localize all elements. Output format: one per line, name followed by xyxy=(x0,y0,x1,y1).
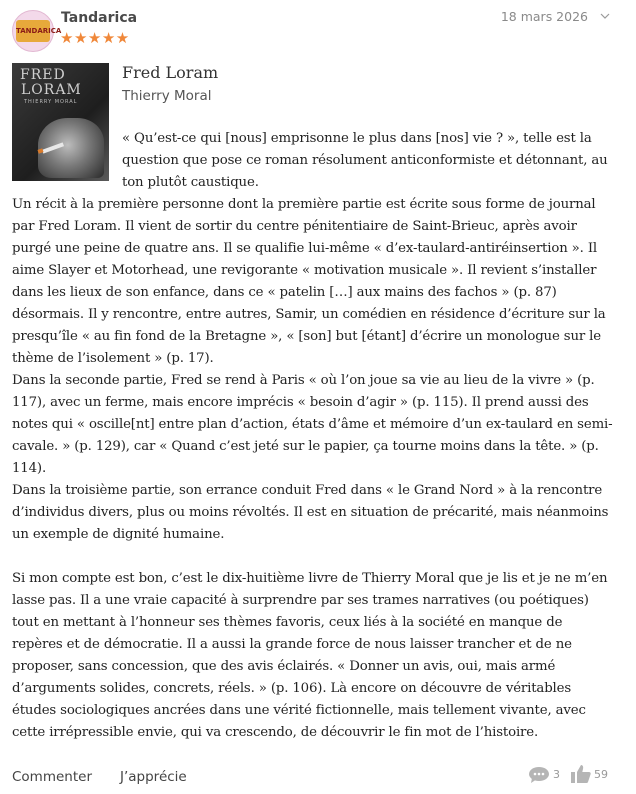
cover-title-line1: FRED xyxy=(20,67,66,83)
cover-author: THIERRY MORAL xyxy=(24,99,78,105)
review-paragraph: Si mon compte est bon, c’est le dix-huitième livre de Thierry Moral que je lis et je ne m’en lasse pas. Il a une vraie capacité à surprendre par ses trames narratives (ou poétiques) tout en mettant à l’honneur ses thèmes favoris, ceux liés à la société en manque de repères et de démocratie. Il a aussi la grande force de nous laisser trancher et de ne proposer, sans concession, que des avis éclairés. « Donner un avis, oui, mais armé d’arguments solides, concrets, réels. » (p. 106). Là encore on découvre de véritables études sociologiques ancrées dans une vérité fictionnelle, mais tellement vivante, avec cette irrépressible envie, qui va crescendo, de découvrir le fin mot de l’histoire. xyxy=(12,571,608,740)
review-header xyxy=(0,0,636,60)
like-count: 59 xyxy=(594,768,608,781)
review-body xyxy=(12,128,614,744)
review-date: 18 mars 2026 xyxy=(500,9,588,24)
username[interactable]: Tandarica xyxy=(61,10,138,26)
thumbs-up-icon[interactable] xyxy=(570,764,592,784)
review-paragraph: Dans la troisième partie, son errance conduit Fred dans « le Grand Nord » à la rencontre d’individus divers, plus ou moins révoltés. Il est en situation de précarité, mais néanmoins un exemple de dignité humaine. xyxy=(12,483,609,542)
avatar-logo: TANDARICA xyxy=(16,20,50,42)
comment-count: 3 xyxy=(553,768,560,781)
comment-button[interactable]: Commenter xyxy=(12,769,92,785)
avatar[interactable] xyxy=(12,10,62,52)
comment-icon[interactable] xyxy=(528,766,550,784)
review-paragraph: « Qu’est-ce qui [nous] emprisonne le plus dans [nos] vie ? », telle est la question que pose ce roman résolument anticonformiste et détonnant, au ton plutôt caustique. xyxy=(122,131,608,190)
rating-stars: ★★★★★ xyxy=(60,29,130,47)
review-paragraph: Un récit à la première personne dont la première partie est écrite sous forme de journal par Fred Loram. Il vient de sortir du centre pénitentiaire de Saint-Brieuc, après avoir purgé une peine de quatre ans. Il se qualifie lui-même « d’ex-taulard-antiréinsertion ». Il aime Slayer et Motorhead, une revigorante « motivation musicale ». Il revient s’installer dans les lieux de son enfance, dans ce « patelin […] aux mains des fachos » (p. 87) désormais. Il y rencontre, entre autres, Samir, un comédien en résidence d’écriture sur la presqu’île « au fin fond de la Bretagne », « [son] but [étant] d’écrire un monologue sur le thème de l’isolement » (p. 17). xyxy=(12,197,606,366)
book-title[interactable]: Fred Loram xyxy=(122,63,219,82)
cover-title-line2: LORAM xyxy=(21,82,82,98)
chevron-down-icon[interactable] xyxy=(600,11,610,21)
like-button[interactable]: J’apprécie xyxy=(120,769,187,785)
paragraph-gap xyxy=(12,546,614,568)
review-paragraph: Dans la seconde partie, Fred se rend à Paris « où l’on joue sa vie au lieu de la vivre » (p. 117), avec un ferme, mais encore imprécis « besoin d’agir » (p. 115). Il prend aussi des notes qui « oscille[nt] entre plan d’action, états d’âme et mémoire d’un ex-taulard en semi-cavale. » (p. 129), car « Quand c’est jeté sur le papier, ça tourne moins dans la tête. » (p. 114). xyxy=(12,373,613,476)
book-author[interactable]: Thierry Moral xyxy=(122,88,212,104)
